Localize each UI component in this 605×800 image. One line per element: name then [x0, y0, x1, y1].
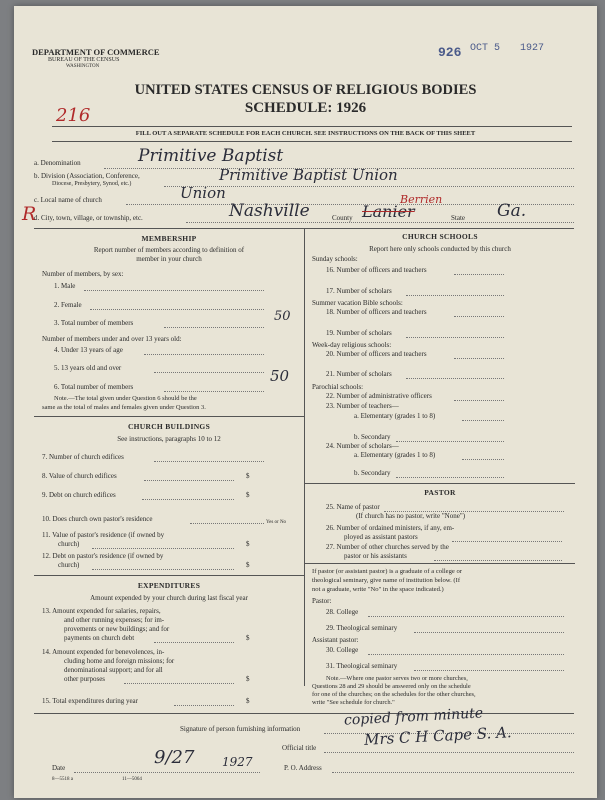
schools-title: CHURCH SCHOOLS	[402, 232, 478, 241]
q23: 23. Number of teachers—	[326, 402, 399, 410]
pastor-subhead: Pastor:	[312, 597, 332, 605]
q17: 17. Number of scholars	[326, 287, 392, 295]
city-value: Nashville	[229, 201, 310, 221]
q31: 31. Theological seminary	[326, 662, 398, 670]
q30: 30. College	[326, 646, 359, 654]
q15-total: 15. Total expenditures during year	[42, 697, 138, 705]
buildings-title: CHURCH BUILDINGS	[127, 422, 211, 431]
city-label-field: d. City, town, village, or township, etc.	[34, 214, 143, 222]
date-label: Date	[52, 764, 66, 772]
q9-debt-edifices: 9. Debt on church edifices	[42, 491, 116, 499]
q23a: a. Elementary (grades 1 to 8)	[354, 412, 436, 420]
membership-title: MEMBERSHIP	[141, 234, 197, 243]
schedule-title: SCHEDULE: 1926	[244, 100, 367, 116]
state-value: Ga.	[497, 201, 527, 221]
weekday-schools-label: Week-day religious schools:	[312, 341, 392, 349]
q10-owns-residence: 10. Does church own pastor's residence	[42, 515, 153, 523]
membership-note-2: same as the total of males and females given under Question 3.	[42, 404, 206, 411]
division-label: b. Division (Association, Conference,	[34, 172, 140, 180]
q22: 22. Number of administrative officers	[326, 392, 432, 400]
q7-edifices: 7. Number of church edifices	[42, 453, 124, 461]
pastor-note-3: for one of the churches; on the schedules for the other churches,	[312, 691, 476, 698]
q13-line-4: payments on church debt	[64, 634, 135, 642]
denomination-value: Primitive Baptist	[138, 146, 284, 166]
parochial-schools-label: Parochial schools:	[312, 383, 364, 391]
form-number: 8—5518 a	[52, 777, 73, 782]
q24a: a. Elementary (grades 1 to 8)	[354, 451, 436, 459]
q11-church: church)	[58, 540, 80, 548]
local-name-label: c. Local name of church	[34, 196, 102, 204]
q13-dollar: $	[246, 634, 250, 642]
date-year: 1927	[222, 755, 253, 769]
division-value: Primitive Baptist Union	[219, 166, 398, 184]
membership-intro-2: member in your church	[136, 255, 202, 263]
q19: 19. Number of scholars	[326, 329, 392, 337]
county-value-struck: Lanier	[362, 202, 415, 221]
q27-line-1: 27. Number of other churches served by the	[326, 543, 449, 551]
q16: 16. Number of officers and teachers	[326, 266, 427, 274]
red-reference-number: 216	[56, 105, 91, 126]
pastor-title: PASTOR	[424, 488, 456, 497]
q13-line-3: provements or new buildings; and for	[64, 625, 170, 633]
assistant-pastor-subhead: Assistant pastor:	[312, 636, 359, 644]
denomination-label: a. Denomination	[34, 159, 81, 167]
q9-dollar: $	[246, 491, 250, 499]
graduate-note-3: not a graduate, write "No" in the space indicated.)	[312, 586, 444, 593]
official-title-value: Mrs C H Cape S. A.	[363, 723, 513, 749]
received-stamp-date: OCT 5	[470, 43, 501, 54]
pastor-note-2: Questions 28 and 29 should be answered only on the schedule	[312, 683, 471, 690]
q2-female: 2. Female	[54, 301, 82, 309]
date-value: 9/27	[154, 747, 195, 768]
serial-number: 926	[438, 45, 462, 60]
department-label: DEPARTMENT OF COMMERCE	[32, 47, 160, 57]
q6-value: 50	[270, 367, 290, 385]
buildings-intro: See instructions, paragraphs 10 to 12	[117, 435, 221, 443]
county-label: County	[332, 214, 353, 222]
q14-line-2: cluding home and foreign missions; for	[64, 657, 175, 665]
q14-line-4: other purposes	[64, 675, 106, 683]
q3-value: 50	[274, 309, 291, 324]
q14-dollar: $	[246, 675, 250, 683]
graduate-note-1: If pastor (or assistant pastor) is a graduate of a college or	[312, 568, 462, 575]
local-name-value: Union	[180, 184, 226, 202]
graduate-note-2: theological seminary, give name of institution below. (If	[312, 577, 461, 584]
expenditures-title: EXPENDITURES	[137, 581, 201, 590]
q29: 29. Theological seminary	[326, 624, 398, 632]
q24: 24. Number of scholars—	[326, 442, 399, 450]
city-label: WASHINGTON	[66, 64, 100, 69]
age-intro: Number of members under and over 13 years old:	[42, 335, 182, 343]
q11-value-residence: 11. Value of pastor's residence (if owned by	[42, 531, 165, 539]
q26-line-1: 26. Number of ordained ministers, if any, em-	[326, 524, 455, 532]
print-number: 11—5064	[122, 777, 142, 782]
q12-debt-residence: 12. Debt on pastor's residence (if owned by	[42, 552, 164, 560]
q3-total-members: 3. Total number of members	[54, 319, 134, 327]
q25-hint: (If church has no pastor, write "None")	[356, 512, 466, 520]
county-correction: Berrien	[400, 193, 443, 206]
bureau-label: BUREAU OF THE CENSUS	[48, 57, 120, 63]
division-label-2: Diocese, Presbytery, Synod, etc.)	[52, 181, 132, 187]
pastor-note-4: write "See schedule for church."	[312, 699, 395, 706]
column-divider	[304, 228, 305, 686]
q4-under-13: 4. Under 13 years of age	[54, 346, 123, 354]
census-schedule-sheet	[14, 6, 597, 798]
q20: 20. Number of officers and teachers	[326, 350, 427, 358]
instruction-line: FILL OUT A SEPARATE SCHEDULE FOR EACH CHURCH. SEE INSTRUCTIONS ON THE BACK OF THIS SHEET	[135, 130, 476, 137]
q8-value-edifices: 8. Value of church edifices	[42, 472, 117, 480]
signature-value: copied from minute	[343, 705, 484, 729]
q24b: b. Secondary	[354, 469, 391, 477]
q5-13-and-over: 5. 13 years old and over	[54, 364, 122, 372]
q1-male: 1. Male	[54, 282, 76, 290]
q15-dollar: $	[246, 697, 250, 705]
q6-total-members: 6. Total number of members	[54, 383, 134, 391]
schools-intro: Report here only schools conducted by this church	[369, 245, 511, 253]
q12-dollar: $	[246, 561, 250, 569]
expenditures-intro: Amount expended by your church during last fiscal year	[90, 594, 248, 602]
pastor-note-1: Note.—Where one pastor serves two or more churches,	[326, 675, 468, 682]
official-title-label: Official title	[282, 744, 317, 752]
q11-dollar: $	[246, 540, 250, 548]
q13-line-2: and other running expenses; for im-	[64, 616, 165, 624]
signature-label: Signature of person furnishing information	[180, 725, 301, 733]
q14-line-1: 14. Amount expended for benevolences, in-	[42, 648, 165, 656]
q27-line-2: pastor or his assistants	[344, 552, 407, 560]
q25: 25. Name of pastor	[326, 503, 380, 511]
q23b: b. Secondary	[354, 433, 391, 441]
members-by-sex-label: Number of members, by sex:	[42, 270, 124, 278]
q21: 21. Number of scholars	[326, 370, 392, 378]
q18: 18. Number of officers and teachers	[326, 308, 427, 316]
received-stamp-year: 1927	[520, 43, 545, 54]
sunday-schools-label: Sunday schools:	[312, 255, 358, 263]
yes-no-hint: Yes or No	[266, 520, 287, 525]
q12-church: church)	[58, 561, 80, 569]
membership-note-1: Note.—The total given under Question 6 should be the	[54, 395, 197, 402]
q28: 28. College	[326, 608, 359, 616]
q13-line-1: 13. Amount expended for salaries, repairs,	[42, 607, 161, 615]
summer-schools-label: Summer vacation Bible schools:	[312, 299, 403, 307]
red-mark: R	[22, 203, 37, 225]
po-address-label: P. O. Address	[284, 764, 322, 772]
form-title: UNITED STATES CENSUS OF RELIGIOUS BODIES	[134, 82, 477, 98]
q8-dollar: $	[246, 472, 250, 480]
membership-intro-1: Report number of members according to definition of	[93, 246, 245, 254]
q14-line-3: denominational support; and for all	[64, 666, 163, 674]
state-label: State	[451, 214, 465, 222]
q26-line-2: ployed as assistant pastors	[344, 533, 418, 541]
